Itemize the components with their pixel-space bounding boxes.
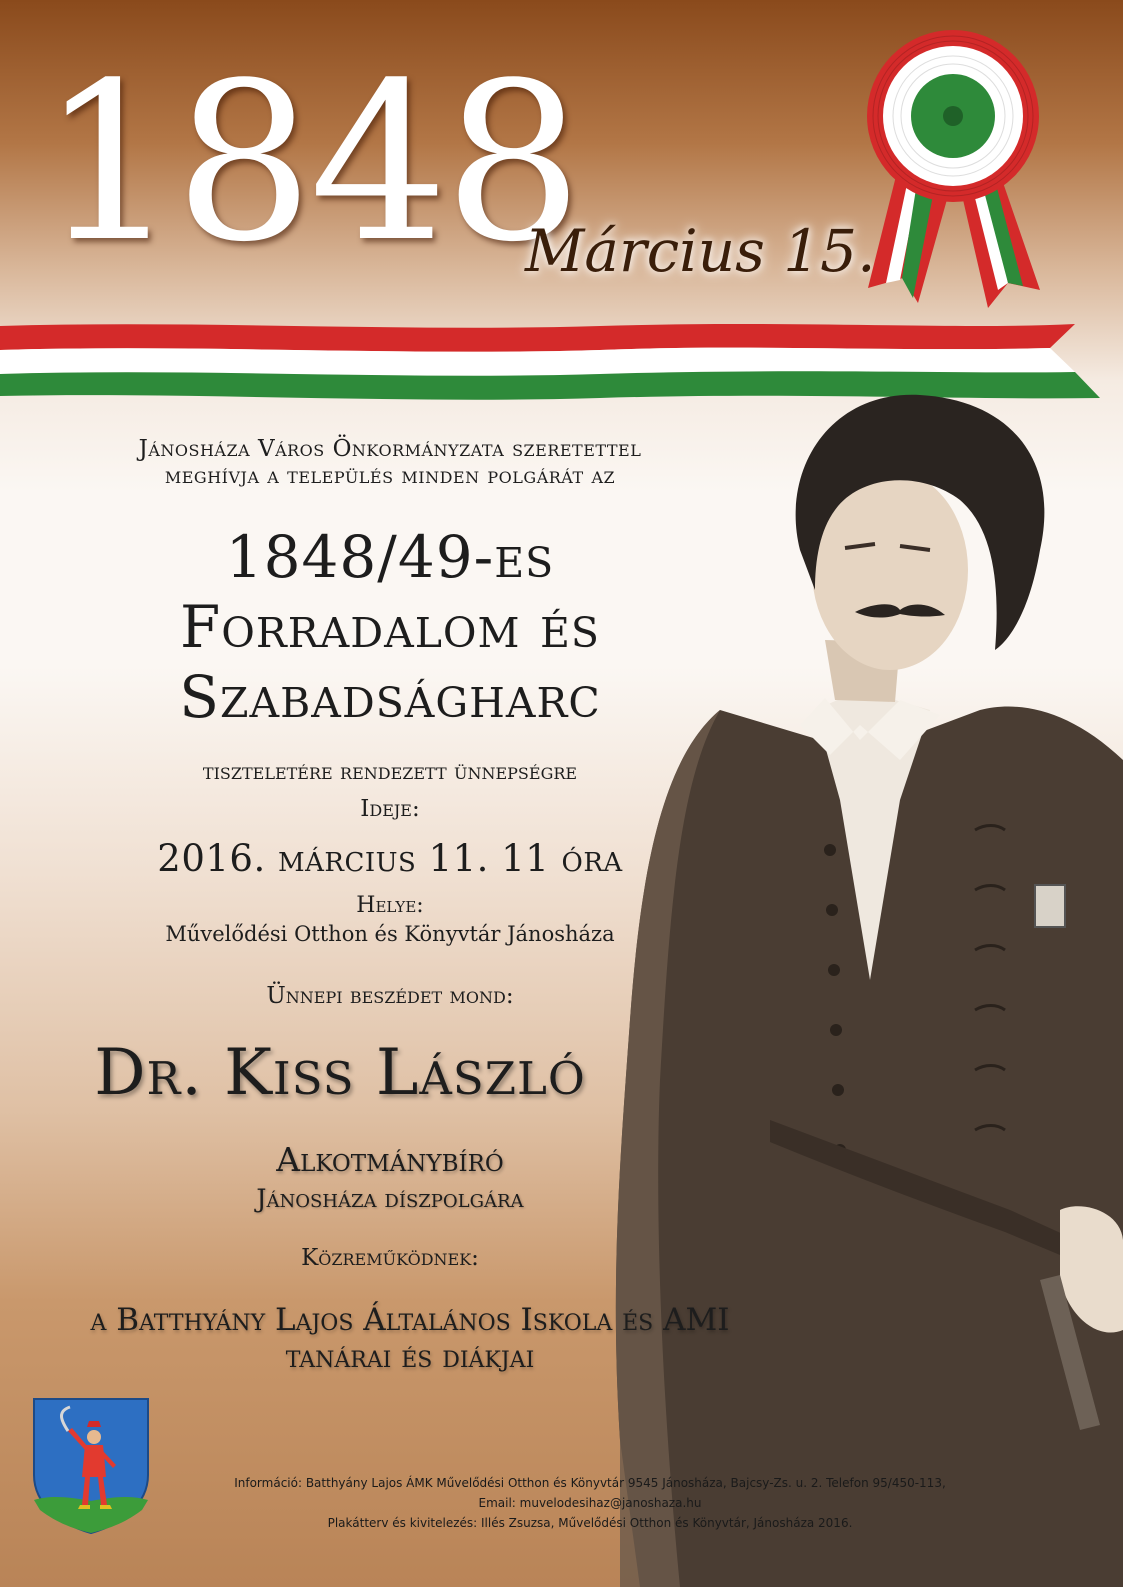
time-value: 2016. március 11. 11 óra <box>157 837 623 880</box>
speaker-role: Alkotmánybíró <box>276 1140 504 1179</box>
contributors-line: tanárai és diákjai <box>285 1339 535 1375</box>
headline-line: 1848/49-es <box>225 523 555 591</box>
invitation-intro <box>30 436 750 490</box>
event-headline <box>40 522 740 732</box>
place-value: Művelődési Otthon és Könyvtár Jánosháza <box>165 922 615 946</box>
contributors-label: Közreműködnek: <box>301 1245 479 1271</box>
contributors-line: a Batthyány Lajos Általános Iskola és AMI <box>90 1302 730 1338</box>
intro-line: Jánosháza Város Önkormányzata szeretettel <box>138 436 642 462</box>
coat-of-arms-icon <box>30 1395 152 1535</box>
time-label: Ideje: <box>360 796 420 822</box>
place-label: Helye: <box>356 893 424 918</box>
event-subtitle: tiszteletére rendezett ünnepségre <box>202 759 578 785</box>
speaker-title: Jánosháza díszpolgára <box>256 1184 524 1213</box>
contributors <box>0 1302 820 1376</box>
date-subtitle: Március 15. <box>525 217 876 285</box>
footer-info-line: Információ: Batthyány Lajos ÁMK Művelődési Otthon és Könyvtár 9545 Jánosháza, Bajcsy-Zs. u. 2. Telefon 95/450-113, <box>234 1476 946 1490</box>
footer-info <box>200 1473 980 1533</box>
speech-label: Ünnepi beszédet mond: <box>266 983 514 1009</box>
speaker-name: Dr. Kiss László <box>94 1036 586 1110</box>
year-title: 1848 <box>40 37 579 290</box>
headline-line: Szabadságharc <box>179 663 601 731</box>
cockade-icon <box>858 28 1048 328</box>
footer-credits: Plakátterv és kivitelezés: Illés Zsuzsa, Művelődési Otthon és Könyvtár, Jánosháza 2016. <box>327 1516 853 1530</box>
intro-line: meghívja a település minden polgárát az <box>164 463 616 489</box>
footer-email: Email: muvelodesihaz@janoshaza.hu <box>478 1496 702 1510</box>
headline-line: Forradalom és <box>180 593 600 661</box>
